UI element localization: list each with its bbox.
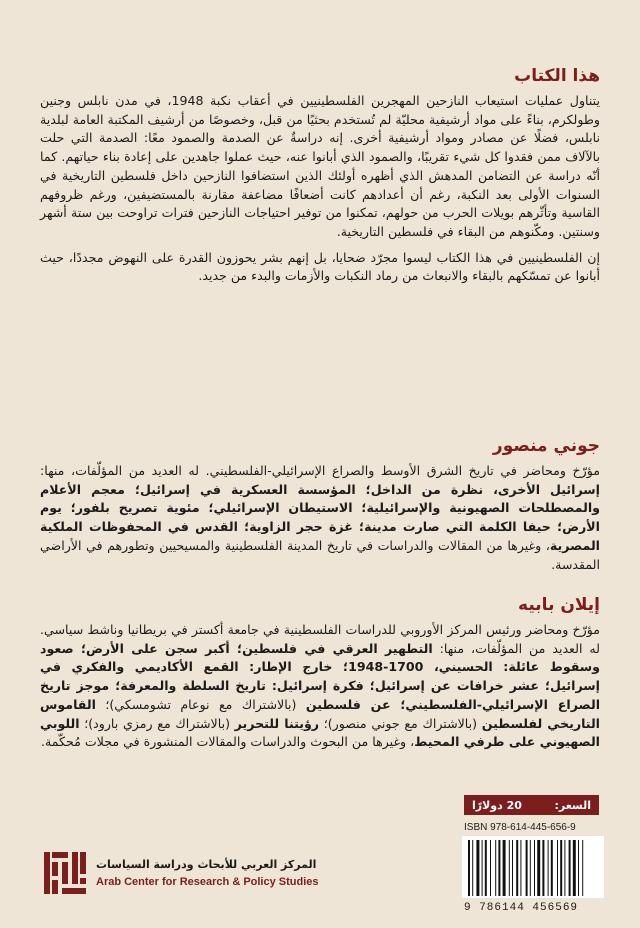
bio-book-title: القاموس التاريخي لفلسطين <box>40 696 600 731</box>
barcode-image <box>462 836 604 898</box>
bio-text: (بالاشتراك مع رمزي بارود)؛ <box>79 715 235 731</box>
price-value: 20 دولارًا <box>472 798 522 812</box>
barcode-bars <box>462 836 604 898</box>
bio-text: مؤرّخ ومحاضر ورئيس المركز الأوروبي للدراسات الفلسطينية في جامعة أكستر في بريطانيا وناشط سياسي. له العديد من المؤلّفات، منها: <box>40 622 600 656</box>
bio-text: (بالاشتراك مع نوعام تشومسكي)؛ <box>95 696 306 712</box>
bio-text: مؤرّخ ومحاضر في تاريخ الشرق الأوسط والصراع الإسرائيلي-الفلسطيني. له العديد من المؤلّفات، منها: <box>40 463 600 478</box>
author-johnny-mansour-section <box>40 436 600 574</box>
publisher-name-english: Arab Center for Research & Policy Studies <box>96 876 319 888</box>
about-book-heading: هذا الكتاب <box>514 66 600 86</box>
author-bio <box>40 462 600 574</box>
bio-book-titles: إسرائيل الأخرى، نظرة من الداخل؛ المؤسسة العسكرية في إسرائيل؛ معجم الأعلام والمصطلحات الصهيونية والإسرائيلية؛ الاستيطان الإسرائيلي؛ مئوية تصريح بلفور؛ يوم الأرض؛ حيفا الكلمة التي صارت مدينة؛ غزة حجر الزاوية؛ القدس في المحفوظات الملكية المصرية <box>40 481 600 553</box>
author-name: جوني منصور <box>492 436 600 456</box>
bio-text: (بالاشتراك مع جوني منصور)؛ <box>319 715 482 731</box>
bio-book-title: اللوبي الصهيوني على طرفي المحيط <box>40 715 600 750</box>
bio-book-title: رؤيتنا للتحرير <box>234 715 320 731</box>
author-name: إيلان بابيه <box>518 595 600 615</box>
about-paragraph-1: يتناول عمليات استيعاب النازحين المهجرين الفلسطينيين في أعقاب نكبة 1948، في مدن نابلس وجنين وطولكرم، بناءً على مواد أرشيفية محليّة لم تُستخدم بحثيًا من قبل، وخصوصًا من أرشيف المكتبة العامة لبلدية نابلس، فضلًا عن مصادر ومواد أرشيفية أخرى. إنه دراسةٌ عن الصدمة والصمود معًا: الصدمة التي حلت بالآلاف ممن فقدوا كل شيء تقريبًا، والصمود الذي أبانوا عنه، حيث عملوا جاهدين على إعادة بناء حياتهم. كما أنّه دراسة عن التضامن المدهش الذي أظهره أولئك الذين استضافوا النازحين داخل فلسطين التاريخية في السنوات الأولى بعد النكبة، رغم أن أعدادهم كانت أضعافًا مضاعفة مقارنة بالمستضيفين، ورغم ظروفهم القاسية وتأثّرهم بويلات الحرب من حولهم، تمكنوا من توفير احتياجات النازحين فترات تراوحت بين ستة أشهر وسنتين. ومكّنوهم من البقاء في فلسطين التاريخية. <box>40 93 600 239</box>
about-paragraph-2: إن الفلسطينيين في هذا الكتاب ليسوا مجرّد ضحايا، بل إنهم بشر يحوزون القدرة على النهوض مجددًا، حيث أبانوا عن تمسّكهم بالبقاء والانبعاث من رماد النكبات والأزمات والبدء من جديد. <box>40 249 600 284</box>
bio-text: ، وغيرها من البحوث والدراسات والمقالات المنشورة في مجلات مُحكّمة. <box>40 734 415 750</box>
publisher-logo-icon <box>42 850 88 896</box>
price-badge <box>464 795 599 815</box>
price-label: السعر: <box>554 798 591 812</box>
author-ilan-pappe-section <box>40 595 600 752</box>
author-bio <box>40 621 600 752</box>
isbn-text: ISBN 978-614-445-656-9 <box>464 822 576 833</box>
barcode-number: 9 786144 456569 <box>464 902 579 914</box>
bio-text: ، وغيرها من المقالات والدراسات في تاريخ المدينة الفلسطينية والمسيحيين وتطورهم في الأراضي المقدسة. <box>40 537 600 572</box>
bio-book-titles: التطهير العرقي في فلسطين؛ أكبر سجن على الأرض؛ صعود وسقوط عائلة: الحسيني، 1700-1948؛ خارج الإطار: القمع الأكاديمي والفكري في إسرائيل؛ عشر خرافات عن إسرائيل؛ فكرة إسرائيل: تاريخ السلطة والمعرفة؛ موجز تاريخ الصراع الإسرائيلي-الفلسطيني؛ عن فلسطين <box>40 640 601 712</box>
publisher-name-arabic: المركز العربي للأبحاث ودراسة السياسات <box>96 858 317 871</box>
about-book-section <box>40 66 600 286</box>
